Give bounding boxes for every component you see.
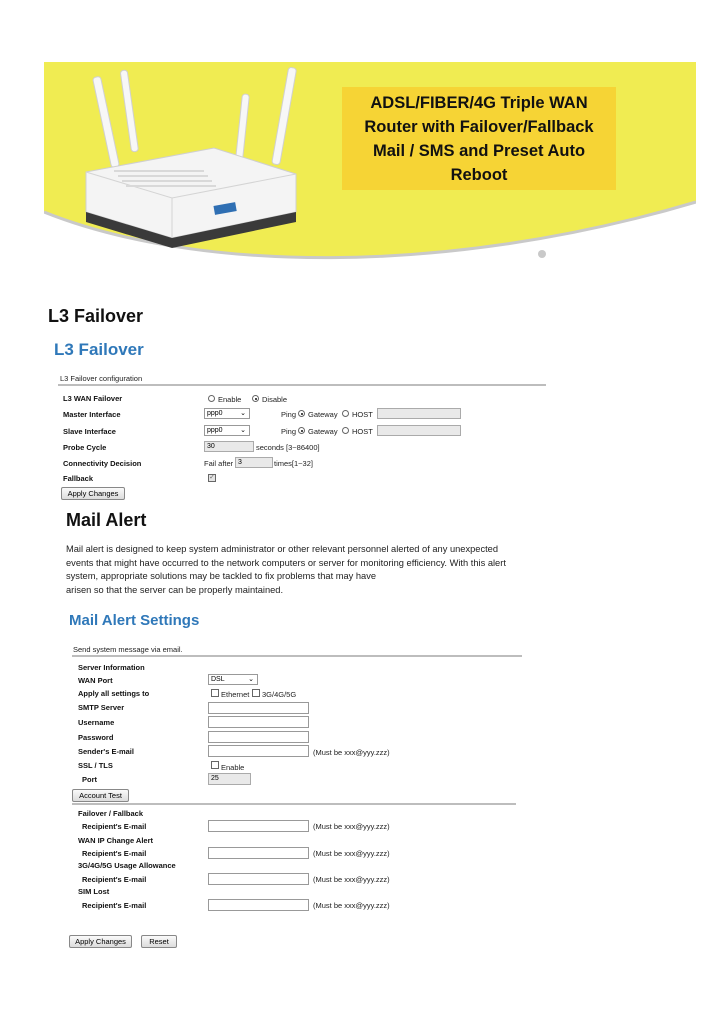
sim-lost-recipient-input[interactable] [208,899,309,911]
group-title-failover: Failover / Fallback [78,809,144,818]
radio-disable-label: Disable [262,395,288,404]
slave-host-radio[interactable] [342,427,349,434]
radio-enable-label: Enable [218,395,242,404]
mail-reset-button[interactable]: Reset [141,935,177,948]
label-probe-cycle: Probe Cycle [63,443,107,452]
slave-interface-value: ppp0 [207,427,223,434]
chevron-down-icon: ⌄ [248,676,254,683]
label-fallback: Fallback [63,474,94,483]
label-smtp-server: SMTP Server [78,703,125,712]
label-apply-all: Apply all settings to [78,689,150,698]
mail-alert-description [66,543,506,597]
group-title-wan-ip: WAN IP Change Alert [78,836,154,845]
master-host-label: HOST [352,410,373,419]
fallback-checkbox[interactable]: ✓ [209,474,215,481]
radio-disable[interactable] [252,395,259,402]
l3-config-caption: L3 Failover configuration [60,374,143,383]
mail-caption: Send system message via email. [73,645,183,654]
radio-enable[interactable] [208,395,215,402]
master-interface-select[interactable] [204,408,250,419]
section-heading-l3-failover: L3 Failover [48,306,144,326]
mail-apply-changes-button[interactable]: Apply Changes [69,935,132,948]
chevron-down-icon: ⌄ [240,427,246,434]
group-title-sim-lost: SIM Lost [78,887,110,896]
wan-ip-recipient-input[interactable] [208,847,309,859]
server-information-heading: Server Information [78,663,145,672]
wan-port-value: DSL [211,676,225,683]
ethernet-checkbox[interactable] [211,689,219,697]
slave-host-label: HOST [352,427,373,436]
master-host-radio[interactable] [342,410,349,417]
slave-interface-select[interactable] [204,425,250,436]
description-line: arisen so that the server can be properly maintained. [66,584,284,595]
chevron-down-icon: ⌄ [240,410,246,417]
l3-panel-title: L3 Failover [54,340,144,359]
l3-apply-changes-button[interactable]: Apply Changes [61,487,125,500]
divider [72,655,522,657]
usage-recipient-input[interactable] [208,873,309,885]
recipient-email-hint: (Must be xxx@yyy.zzz) [313,901,390,910]
description-line: system, appropriate solutions may be tackled to fix problems that may have [66,571,377,581]
username-input[interactable] [208,716,309,728]
label-password: Password [78,733,114,742]
wan-port-select[interactable] [208,674,258,685]
label-slave-interface: Slave Interface [63,427,116,436]
probe-cycle-unit: seconds [3~86400] [256,443,320,452]
sender-email-hint: (Must be xxx@yyy.zzz) [313,748,390,757]
slave-host-input[interactable] [377,425,461,436]
label-wan-port: WAN Port [78,676,113,685]
recipient-email-label: Recipient's E-mail [82,849,147,858]
slave-gateway-label: Gateway [308,427,338,436]
recipient-email-label: Recipient's E-mail [82,822,147,831]
sender-email-input[interactable] [208,745,309,757]
master-gateway-label: Gateway [308,410,338,419]
decision-unit: times[1~32] [274,459,313,468]
group-title-usage: 3G/4G/5G Usage Allowance [78,861,176,870]
divider [72,803,516,805]
decision-input[interactable]: 3 [235,457,273,468]
mail-panel-title: Mail Alert Settings [69,612,200,629]
master-gateway-radio[interactable] [298,410,305,417]
label-connectivity-decision: Connectivity Decision [63,459,142,468]
recipient-email-hint: (Must be xxx@yyy.zzz) [313,822,390,831]
password-input[interactable] [208,731,309,743]
description-line: events that might have occurred to the network computers or server for monitoring efficiency. With this alert [66,557,506,568]
slave-gateway-radio[interactable] [298,427,305,434]
port-input[interactable]: 25 [208,773,251,785]
divider [58,384,546,386]
router-illustration [86,67,297,248]
label-l3-wan-failover: L3 WAN Failover [63,394,123,403]
decision-prefix: Fail after [204,459,234,468]
failover-recipient-input[interactable] [208,820,309,832]
probe-cycle-input[interactable]: 30 [204,441,254,452]
description-line: Mail alert is designed to keep system administrator or other relevant personnel alerted of any unexpected [66,544,499,554]
label-username: Username [78,718,115,727]
master-host-input[interactable] [377,408,461,419]
label-master-interface: Master Interface [63,410,121,419]
ssl-enable-checkbox[interactable] [211,761,219,769]
section-heading-mail-alert: Mail Alert [66,510,147,530]
ethernet-label: Ethernet [221,690,250,699]
recipient-email-hint: (Must be xxx@yyy.zzz) [313,875,390,884]
recipient-email-hint: (Must be xxx@yyy.zzz) [313,849,390,858]
mobile-label: 3G/4G/5G [262,690,297,699]
banner-title: ADSL/FIBER/4G Triple WAN Router with Failover/Fallback Mail / SMS and Preset Auto Reboot [342,87,616,190]
recipient-email-label: Recipient's E-mail [82,875,147,884]
mobile-checkbox[interactable] [252,689,260,697]
label-port: Port [82,775,97,784]
smtp-server-input[interactable] [208,702,309,714]
recipient-email-label: Recipient's E-mail [82,901,147,910]
label-ssl-tls: SSL / TLS [78,761,113,770]
ssl-enable-label: Enable [221,763,245,772]
master-ping-label: Ping [281,410,297,419]
label-sender-email: Sender's E-mail [78,747,134,756]
slave-ping-label: Ping [281,427,297,436]
master-interface-value: ppp0 [207,410,223,417]
account-test-button[interactable]: Account Test [72,789,129,802]
